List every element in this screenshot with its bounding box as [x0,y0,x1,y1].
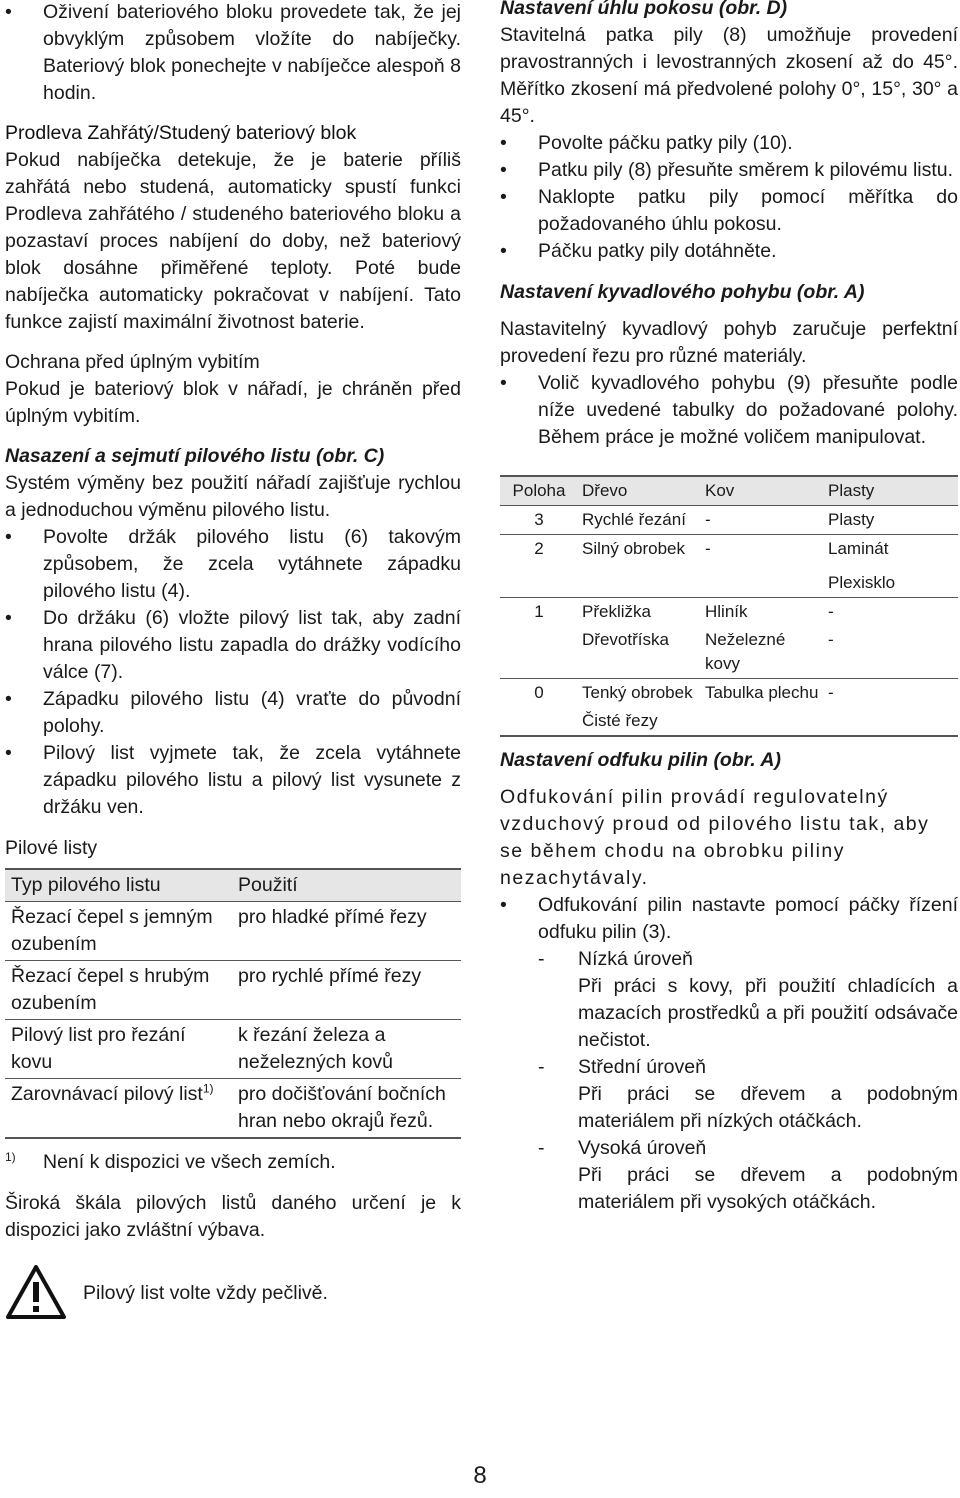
blade-steps [5,524,461,821]
col-position: Poloha [512,481,566,500]
warning-block [5,1264,461,1326]
level-desc: Při práci se dřevem a podobným materiálem při nízkých otáčkách. [578,1083,958,1132]
footnote-mark: 1) [202,1081,214,1096]
cell-wood [578,563,701,598]
col-plastic: Plasty [828,481,875,500]
cell-position: 3 [534,510,544,529]
list-item: • Do držáku (6) vložte pilový list tak, aby zadní hrana pilového listu zapadla do drážky vodícího válce (7). [5,605,461,686]
blade-use: pro rychlé přímé řezy [238,965,422,987]
level-list [538,946,958,1216]
cell-metal: Hliník [705,602,748,621]
table-header-row [500,476,958,506]
list-item [538,1054,958,1135]
footnote: 1) Není k dispozici ve všech zemích. [5,1150,336,1173]
table-row [5,1079,461,1139]
list-item: • Patku pily (8) přesuňte směrem k pilovému listu. [500,157,958,184]
blade-use: k řezání železa a neželezných kovů [238,1024,394,1073]
blade-type: Řezací čepel s jemným ozubením [11,906,213,955]
table-row [500,563,958,598]
pendulum-steps [500,370,958,451]
table-row [5,902,461,961]
blade-type: Pilový list pro řezání kovu [11,1024,186,1073]
table-row [500,598,958,627]
blade-type: Zarovnávací pilový list [11,1083,203,1105]
blade-heading: Nasazení a sejmutí pilového listu (obr. C) [5,445,385,467]
cell-position: 2 [534,539,544,558]
cell-wood: Překližka [582,602,651,621]
blade-use: pro dočišťování bočních hran nebo okrajů řezů. [238,1083,446,1132]
cell-plastic: - [828,602,834,621]
cell-plastic: - [828,630,834,649]
cell-metal [701,707,824,736]
protect-heading: Ochrana před úplným vybitím [5,351,260,373]
pendulum-text: Nastavitelný kyvadlový pohyb zaručuje perfektní provedení řezu pro různé materiály. [500,318,958,367]
delay-heading: Prodleva Zahřátý/Studený bateriový blok [5,122,357,144]
pendulum-heading: Nastavení kyvadlového pohybu (obr. A) [500,281,865,303]
dust-text: Odfukování pilin provádí regulovatelný vzduchový proud od pilového listu tak, aby se během chodu na obrobku piliny nezachytávaly. [500,786,930,889]
cell-wood: Čisté řezy [582,711,658,730]
table-row [500,506,958,535]
warning-text: Pilový list volte vždy pečlivě. [83,1282,328,1304]
col-wood: Dřevo [582,481,628,500]
list-item: • Páčku patky pily dotáhněte. [500,238,958,265]
footnote-text: Není k dispozici ve všech zemích. [43,1151,336,1173]
table-header-row [5,869,461,902]
level-name: - Vysoká úroveň [578,1137,707,1159]
blade-text: Systém výměny bez použití nářadí zajišťuje rychlou a jednoduchou výměnu pilového listu. [5,472,461,521]
cell-position: 0 [534,683,544,702]
level-desc: Při práci s kovy, při použití chladících a mazacích prostředků a při použití odsávače nečistot. [578,975,958,1051]
list-item: • Pilový list vyjmete tak, že zcela vytáhnete západku pilového listu a pilový list vysunete z držáku ven. [5,740,461,821]
list-item: • Povolte držák pilového listu (6) takovým způsobem, že zcela vytáhnete západku pilového listu (4). [5,524,461,605]
list-item [500,892,958,1216]
cell-plastic: Plasty [828,510,875,529]
table-row [500,626,958,679]
cell-plastic: Plexisklo [828,573,896,592]
page-number: 8 [473,1462,487,1489]
blades-table [5,868,461,1139]
col-use: Použití [238,874,298,896]
cell-metal: - [705,510,711,529]
list-item: • Naklopte patku pily pomocí měřítka do požadovaného úhlu pokosu. [500,184,958,238]
table-row [500,535,958,564]
level-desc: Při práci se dřevem a podobným materiálem při vysokých otáčkách. [578,1164,958,1213]
cell-position: 1 [534,602,544,621]
col-type: Typ pilového listu [11,874,161,896]
pendulum-table [500,475,958,737]
table-row [5,1020,461,1079]
level-name: - Nízká úroveň [578,948,693,970]
protect-text: Pokud je bateriový blok v nářadí, je chráněn před úplným vybitím. [5,378,461,427]
accessory-text: Široká škála pilových listů daného určení je k dispozici jako zvláštní výbava. [5,1192,461,1241]
bevel-text: Stavitelná patka pily (8) umožňuje provedení pravostranných i levostranných zkosení až do 45°. Měřítko zkosení má předvolené polohy 0°, 15°, 30° a 45°. [500,24,958,127]
cell-plastic: - [828,683,834,702]
cell-metal: Neželezné kovy [705,630,786,673]
list-item [538,1135,958,1216]
intro-bullet: • Oživení bateriového bloku provedete tak, že jej obvyklým způsobem vložíte do nabíječky. Bateriový blok ponechejte v nabíječce alespoň 8 hodin. [5,0,461,107]
cell-position [500,626,578,679]
intro-list [5,0,461,107]
right-column [500,0,958,1216]
col-metal: Kov [705,481,735,500]
blade-type: Řezací čepel s hrubým ozubením [11,965,210,1014]
cell-wood: Dřevotříska [582,630,669,649]
cell-wood: Rychlé řezání [582,510,686,529]
delay-text: Pokud nabíječka detekuje, že je baterie příliš zahřátá nebo studená, automaticky spustí funkci Prodleva zahřátého / studeného bateriového bloku a pozastaví proces nabíjení do doby, než bateriový blok dosáhne přiměřené teploty. Poté bude nabíječka automaticky pokračovat v nabíjení. Tato funkce zajistí maximální životnost baterie. [5,149,461,333]
cell-position [500,563,578,598]
cell-plastic: Laminát [828,539,889,558]
bevel-steps [500,130,958,265]
list-item: • Západku pilového listu (4) vraťte do původní polohy. [5,686,461,740]
cell-metal: - [705,539,711,558]
table-row [5,961,461,1020]
level-name: - Střední úroveň [578,1056,706,1078]
blades-heading: Pilové listy [5,837,98,859]
table-row [500,679,958,708]
table-row [500,707,958,736]
list-item: • Volič kyvadlového pohybu (9) přesuňte podle níže uvedené tabulky do požadované polohy. Během práce je možné voličem manipulovat. [500,370,958,451]
cell-wood: Silný obrobek [582,539,686,558]
cell-metal: Tabulka plechu [705,683,819,702]
warning-icon [5,1264,67,1320]
dust-step: Odfukování pilin nastavte pomocí páčky řízení odfuku pilin (3). [538,894,958,943]
blade-use: pro hladké přímé řezy [238,906,427,928]
dust-heading: Nastavení odfuku pilin (obr. A) [500,749,781,771]
list-item: • Povolte páčku patky pily (10). [500,130,958,157]
cell-position [500,707,578,736]
cell-wood: Tenký obrobek [582,683,693,702]
dust-steps [500,892,958,1216]
left-column [5,0,461,1326]
cell-metal [701,563,824,598]
list-item [538,946,958,1054]
cell-plastic [824,707,958,736]
bevel-heading: Nastavení úhlu pokosu (obr. D) [500,0,788,19]
